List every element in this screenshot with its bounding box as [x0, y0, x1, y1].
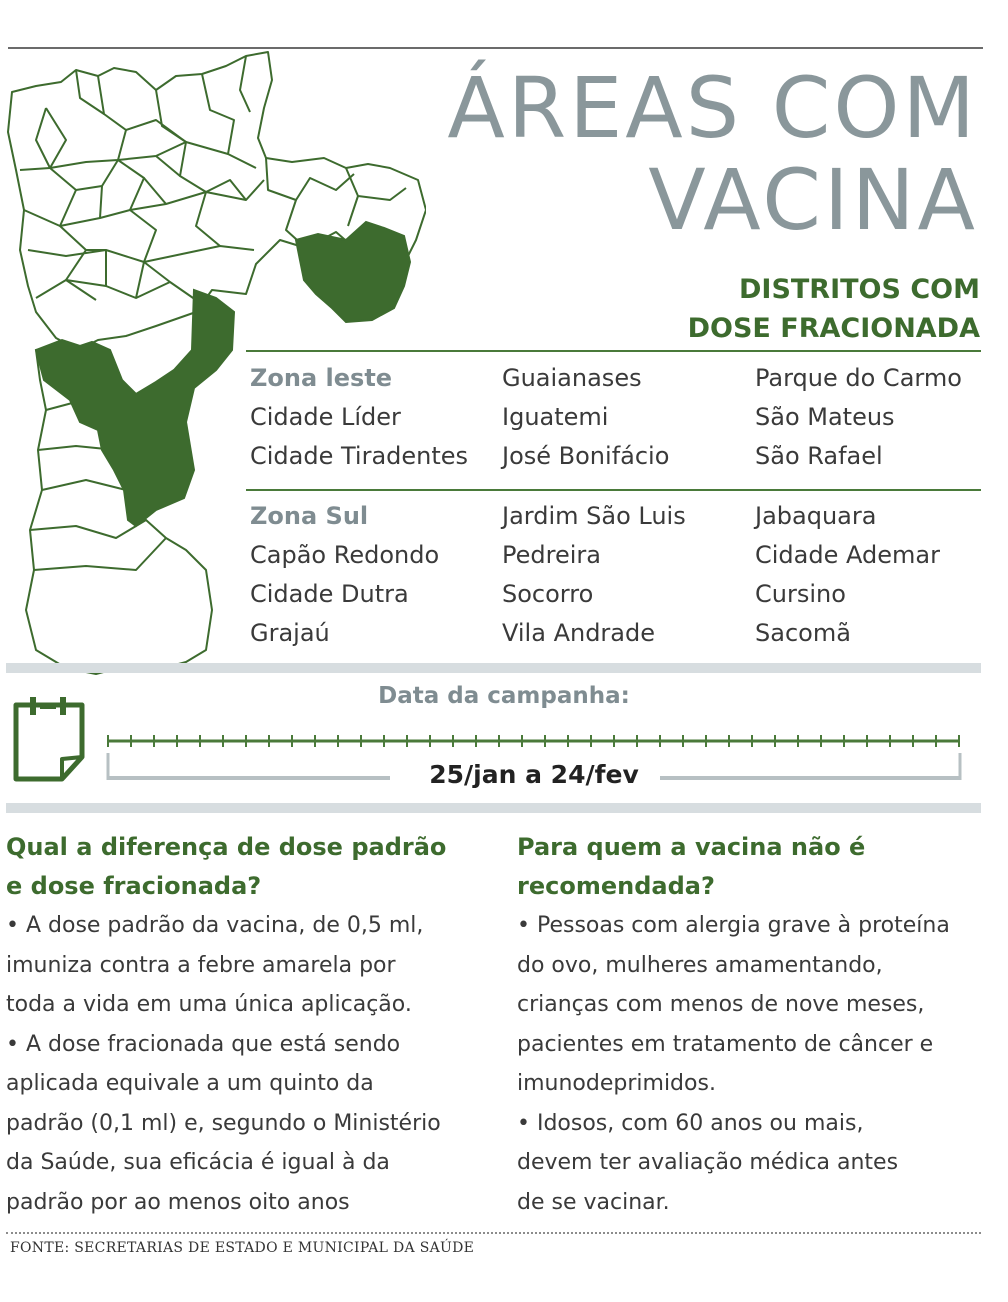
footer-divider — [6, 1232, 981, 1234]
district-item: São Mateus — [755, 403, 895, 431]
zona-sul-col-1 — [250, 497, 439, 653]
q2-body-line: devem ter avaliação médica antes — [517, 1150, 899, 1175]
district-item: Guaianases — [502, 364, 642, 392]
q1-body-line: padrão (0,1 ml) e, segundo o Ministério — [6, 1110, 441, 1136]
district-item: Capão Redondo — [250, 541, 440, 569]
district-item: Grajaú — [250, 619, 330, 647]
zona-sul-col-3 — [755, 497, 940, 653]
q1-body-line: • A dose fracionada que está sendo — [6, 1031, 401, 1057]
subtitle-line-1: DISTRITOS COM — [738, 274, 980, 305]
district-item: Parque do Carmo — [755, 364, 962, 392]
q2-body-line: imunodeprimidos. — [517, 1071, 716, 1096]
district-item: Cursino — [755, 580, 846, 608]
top-rule — [8, 47, 983, 49]
q2-body-line: pacientes em tratamento de câncer e — [517, 1031, 934, 1057]
zona-sul-col-2 — [502, 497, 686, 653]
q1-body-line: aplicada equivale a um quinto da — [6, 1071, 374, 1096]
district-item: Sacomã — [755, 619, 851, 647]
zona-leste-label: Zona leste — [250, 364, 393, 392]
divider-zona-sul — [246, 489, 981, 491]
district-item: José Bonifácio — [502, 442, 670, 470]
district-item: Pedreira — [502, 541, 601, 569]
source-credit: FONTE: SECRETARIAS DE ESTADO E MUNICIPAL DA SAÚDE — [10, 1240, 475, 1256]
divider-zona-leste — [246, 350, 981, 352]
q1-body-line: • A dose padrão da vacina, de 0,5 ml, — [6, 913, 424, 938]
q2-section — [517, 828, 950, 1222]
q2-title-line-2: recomendada? — [517, 872, 715, 900]
district-item: Jardim São Luis — [502, 502, 686, 530]
campaign-label: Data da campanha: — [378, 683, 630, 709]
zona-leste-col-3 — [755, 359, 962, 476]
q1-body-line: toda a vida em uma única aplicação. — [6, 992, 412, 1017]
district-item: Cidade Líder — [250, 403, 401, 431]
zona-leste-col-1 — [250, 359, 468, 476]
q2-body-line: de se vacinar. — [517, 1189, 670, 1215]
q1-body-line: padrão por ao menos oito anos — [6, 1189, 350, 1215]
district-item: Jabaquara — [755, 502, 877, 530]
separator-band — [6, 663, 981, 673]
q1-title-line-2: e dose fracionada? — [6, 872, 262, 900]
q2-body-line: • Pessoas com alergia grave à proteína — [517, 913, 950, 938]
district-item: Cidade Dutra — [250, 580, 409, 608]
q1-body-line: imuniza contra a febre amarela por — [6, 952, 396, 978]
district-item: Vila Andrade — [502, 619, 655, 647]
q2-body-line: • Idosos, com 60 anos ou mais, — [517, 1110, 864, 1136]
district-item: Socorro — [502, 580, 594, 608]
q2-title-line-1: Para quem a vacina não é — [517, 833, 866, 861]
q1-section — [6, 828, 446, 1222]
page-title — [447, 59, 978, 249]
zona-leste-col-2 — [502, 359, 669, 476]
q1-title-line-1: Qual a diferença de dose padrão — [6, 833, 447, 861]
campaign-date-range: 25/jan a 24/fev — [429, 760, 639, 789]
q1-body-line: da Saúde, sua eficácia é igual à da — [6, 1150, 390, 1175]
district-item: São Rafael — [755, 442, 883, 470]
district-item: Cidade Ademar — [755, 541, 940, 569]
subtitle — [688, 270, 980, 348]
district-item: Cidade Tiradentes — [250, 442, 469, 470]
q2-body-line: crianças com menos de nove meses, — [517, 992, 925, 1017]
title-line-2: VACINA — [648, 151, 978, 249]
zona-sul-label: Zona Sul — [250, 502, 369, 530]
district-item: Iguatemi — [502, 403, 609, 431]
q2-body-line: do ovo, mulheres amamentando, — [517, 952, 883, 978]
separator-band — [6, 803, 981, 813]
subtitle-line-2: DOSE FRACIONADA — [687, 313, 980, 344]
title-line-1: ÁREAS COM — [447, 59, 978, 157]
